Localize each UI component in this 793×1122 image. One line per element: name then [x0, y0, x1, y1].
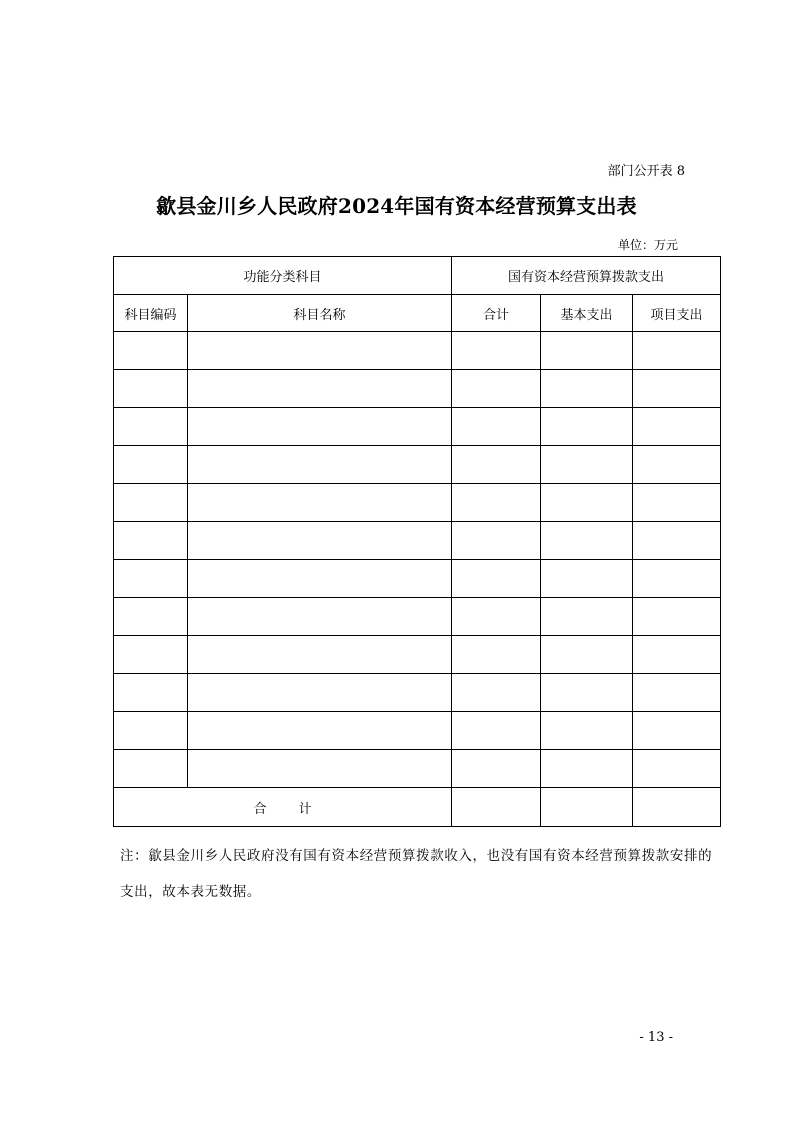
group-header-state-capital-expenditure: 国有资本经营预算拨款支出	[452, 257, 721, 295]
column-header-subject-code: 科目编码	[114, 295, 188, 332]
cell-subject-code	[114, 598, 188, 636]
cell-project-expenditure	[633, 712, 721, 750]
table-row	[114, 484, 721, 522]
column-header-total: 合计	[452, 295, 541, 332]
total-project-cell	[633, 788, 721, 827]
cell-subject-code	[114, 408, 188, 446]
cell-subject-code	[114, 560, 188, 598]
cell-total	[452, 332, 541, 370]
total-label: 合 计	[253, 801, 326, 817]
cell-subject-code	[114, 522, 188, 560]
cell-total	[452, 560, 541, 598]
footnote: 注：歙县金川乡人民政府没有国有资本经营预算拨款收入，也没有国有资本经营预算拨款安排的支出，故本表无数据。	[120, 848, 713, 900]
table-row	[114, 446, 721, 484]
table-row	[114, 674, 721, 712]
table-row	[114, 636, 721, 674]
cell-subject-code	[114, 712, 188, 750]
table-column-header-row	[114, 295, 721, 332]
cell-total	[452, 446, 541, 484]
cell-subject-code	[114, 674, 188, 712]
cell-project-expenditure	[633, 484, 721, 522]
table-row	[114, 370, 721, 408]
table-row	[114, 598, 721, 636]
column-header-subject-name: 科目名称	[188, 295, 452, 332]
cell-total	[452, 674, 541, 712]
cell-project-expenditure	[633, 750, 721, 788]
cell-subject-name	[188, 522, 452, 560]
column-header-project-expenditure: 项目支出	[633, 295, 721, 332]
total-cell	[452, 788, 541, 827]
document-label: 部门公开表 8	[607, 164, 685, 179]
cell-basic-expenditure	[541, 484, 633, 522]
table-row	[114, 408, 721, 446]
cell-basic-expenditure	[541, 712, 633, 750]
cell-total	[452, 408, 541, 446]
cell-subject-name	[188, 484, 452, 522]
table-row	[114, 712, 721, 750]
cell-total	[452, 636, 541, 674]
cell-total	[452, 712, 541, 750]
cell-subject-name	[188, 446, 452, 484]
cell-basic-expenditure	[541, 332, 633, 370]
cell-total	[452, 522, 541, 560]
cell-subject-name	[188, 560, 452, 598]
cell-subject-code	[114, 484, 188, 522]
cell-subject-name	[188, 712, 452, 750]
cell-project-expenditure	[633, 636, 721, 674]
cell-basic-expenditure	[541, 674, 633, 712]
cell-subject-code	[114, 636, 188, 674]
cell-project-expenditure	[633, 408, 721, 446]
cell-subject-code	[114, 332, 188, 370]
cell-subject-name	[188, 750, 452, 788]
table-row	[114, 332, 721, 370]
cell-subject-name	[188, 674, 452, 712]
cell-basic-expenditure	[541, 560, 633, 598]
cell-project-expenditure	[633, 598, 721, 636]
cell-basic-expenditure	[541, 522, 633, 560]
cell-project-expenditure	[633, 332, 721, 370]
table-row	[114, 750, 721, 788]
total-label-cell	[114, 788, 452, 827]
group-header-functional-classification: 功能分类科目	[114, 257, 452, 295]
column-header-basic-expenditure: 基本支出	[541, 295, 633, 332]
page-number: - 13 -	[639, 1030, 673, 1045]
table-group-header-row	[114, 257, 721, 295]
cell-basic-expenditure	[541, 598, 633, 636]
total-basic-cell	[541, 788, 633, 827]
cell-subject-code	[114, 750, 188, 788]
table-total-row	[114, 788, 721, 827]
cell-total	[452, 750, 541, 788]
cell-basic-expenditure	[541, 370, 633, 408]
budget-table	[113, 256, 721, 827]
cell-basic-expenditure	[541, 750, 633, 788]
cell-subject-name	[188, 408, 452, 446]
cell-subject-name	[188, 636, 452, 674]
cell-subject-name	[188, 598, 452, 636]
cell-basic-expenditure	[541, 446, 633, 484]
cell-total	[452, 484, 541, 522]
document-title: 歙县金川乡人民政府2024年国有资本经营预算支出表	[156, 194, 637, 218]
cell-subject-code	[114, 446, 188, 484]
cell-project-expenditure	[633, 370, 721, 408]
cell-subject-name	[188, 332, 452, 370]
cell-basic-expenditure	[541, 408, 633, 446]
cell-basic-expenditure	[541, 636, 633, 674]
cell-total	[452, 598, 541, 636]
table-row	[114, 560, 721, 598]
cell-subject-name	[188, 370, 452, 408]
cell-project-expenditure	[633, 522, 721, 560]
cell-subject-code	[114, 370, 188, 408]
table-row	[114, 522, 721, 560]
unit-label: 单位：万元	[617, 238, 678, 252]
cell-total	[452, 370, 541, 408]
cell-project-expenditure	[633, 560, 721, 598]
cell-project-expenditure	[633, 674, 721, 712]
cell-project-expenditure	[633, 446, 721, 484]
